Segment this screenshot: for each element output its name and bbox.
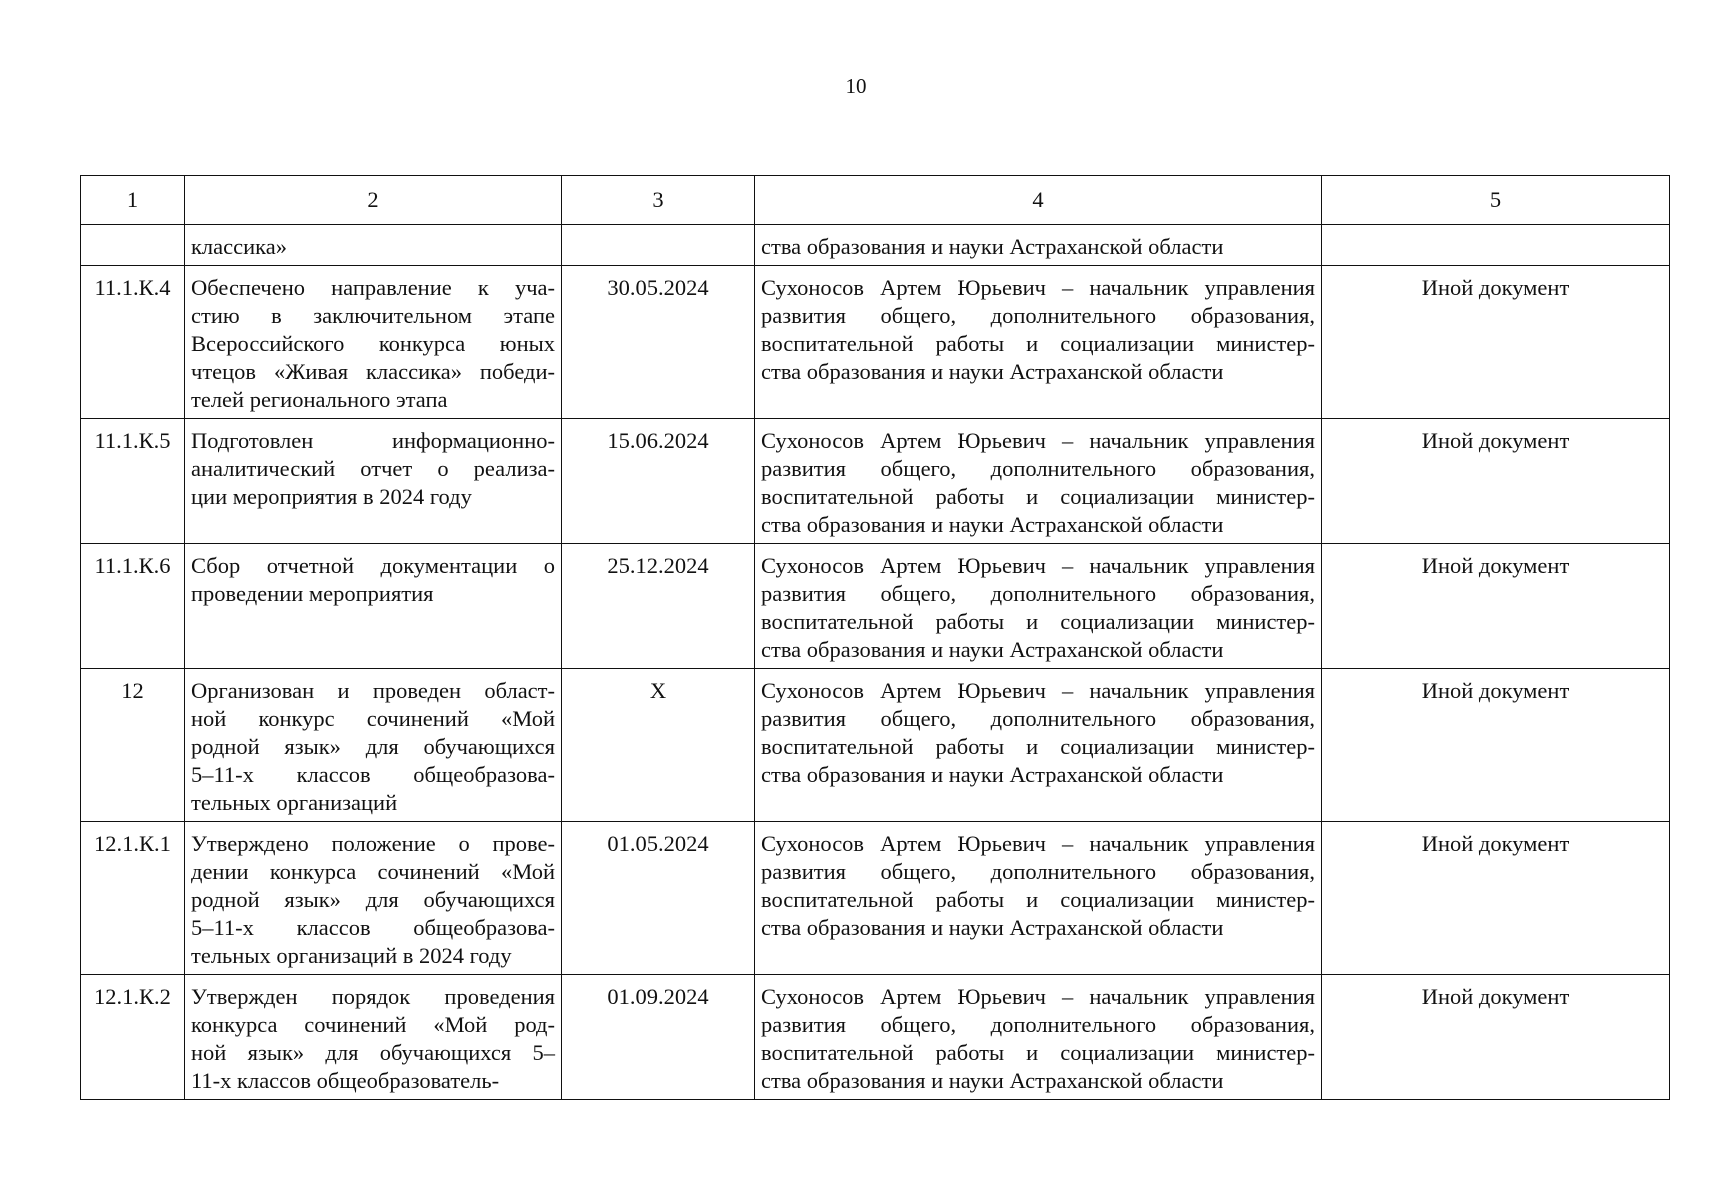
description-line: Сбор отчетной документации о	[191, 553, 555, 578]
row-description-cell	[185, 419, 562, 544]
row-number-cell: 11.1.К.4	[81, 266, 185, 419]
row-number-cell: 11.1.К.6	[81, 544, 185, 669]
responsible-line: ства образования и науки Астраханской области	[761, 234, 1224, 259]
row-description-cell	[185, 225, 562, 266]
row-date-cell: 01.09.2024	[562, 975, 755, 1100]
header-cell-3: 3	[562, 176, 755, 225]
responsible-line: развития общего, дополнительного образования,	[761, 706, 1315, 731]
table-row	[81, 822, 1670, 975]
responsible-line: ства образования и науки Астраханской области	[761, 1068, 1224, 1093]
row-number-cell: 12.1.К.1	[81, 822, 185, 975]
responsible-line: воспитательной работы и социализации министер-	[761, 609, 1315, 634]
responsible-line: Сухоносов Артем Юрьевич – начальник управления	[761, 831, 1315, 856]
table-row	[81, 975, 1670, 1100]
responsible-line: ства образования и науки Астраханской области	[761, 512, 1224, 537]
row-responsible-cell	[755, 669, 1322, 822]
table-row	[81, 225, 1670, 266]
description-line: чтецов «Живая классика» победи-	[191, 359, 555, 384]
description-line: стию в заключительном этапе	[191, 303, 555, 328]
header-cell-5: 5	[1322, 176, 1670, 225]
row-date-cell: 15.06.2024	[562, 419, 755, 544]
table-body	[81, 176, 1670, 1100]
row-description-cell	[185, 544, 562, 669]
row-description-cell	[185, 822, 562, 975]
description-line: Организован и проведен област-	[191, 678, 555, 703]
row-responsible-cell	[755, 822, 1322, 975]
responsible-line: развития общего, дополнительного образования,	[761, 456, 1315, 481]
description-line: родной язык» для обучающихся	[191, 734, 555, 759]
responsible-line: ства образования и науки Астраханской области	[761, 359, 1224, 384]
row-responsible-cell	[755, 266, 1322, 419]
description-line: Утверждено положение о прове-	[191, 831, 555, 856]
description-line: 5–11-х классов общеобразова-	[191, 915, 555, 940]
row-number-cell: 12	[81, 669, 185, 822]
row-date-cell: 01.05.2024	[562, 822, 755, 975]
plan-table	[80, 175, 1670, 1100]
row-description-cell	[185, 266, 562, 419]
description-line: ной конкурс сочинений «Мой	[191, 706, 555, 731]
row-document-type-cell: Иной документ	[1322, 822, 1670, 975]
table-row	[81, 669, 1670, 822]
responsible-line: воспитательной работы и социализации министер-	[761, 484, 1315, 509]
row-number-cell	[81, 225, 185, 266]
responsible-line: Сухоносов Артем Юрьевич – начальник управления	[761, 428, 1315, 453]
description-line: классика»	[191, 234, 287, 259]
description-line: ции мероприятия в 2024 году	[191, 484, 472, 509]
responsible-line: воспитательной работы и социализации министер-	[761, 887, 1315, 912]
row-responsible-cell	[755, 975, 1322, 1100]
description-line: тельных организаций в 2024 году	[191, 943, 512, 968]
table-header-row	[81, 176, 1670, 225]
row-document-type-cell: Иной документ	[1322, 544, 1670, 669]
header-cell-4: 4	[755, 176, 1322, 225]
row-date-cell	[562, 225, 755, 266]
responsible-line: воспитательной работы и социализации министер-	[761, 1040, 1315, 1065]
responsible-line: воспитательной работы и социализации министер-	[761, 331, 1315, 356]
row-number-cell: 12.1.К.2	[81, 975, 185, 1100]
description-line: родной язык» для обучающихся	[191, 887, 555, 912]
table-row	[81, 419, 1670, 544]
row-date-cell: X	[562, 669, 755, 822]
row-date-cell: 30.05.2024	[562, 266, 755, 419]
description-line: 11-х классов общеобразователь-	[191, 1068, 500, 1093]
description-line: 5–11-х классов общеобразова-	[191, 762, 555, 787]
page-number: 10	[845, 74, 867, 98]
description-line: телей регионального этапа	[191, 387, 448, 412]
description-line: аналитический отчет о реализа-	[191, 456, 555, 481]
responsible-line: развития общего, дополнительного образования,	[761, 303, 1315, 328]
row-responsible-cell	[755, 544, 1322, 669]
responsible-line: развития общего, дополнительного образования,	[761, 859, 1315, 884]
row-number-cell: 11.1.К.5	[81, 419, 185, 544]
header-cell-1: 1	[81, 176, 185, 225]
responsible-line: Сухоносов Артем Юрьевич – начальник управления	[761, 678, 1315, 703]
description-line: тельных организаций	[191, 790, 398, 815]
row-document-type-cell: Иной документ	[1322, 669, 1670, 822]
description-line: ной язык» для обучающихся 5–	[191, 1040, 555, 1065]
description-line: Подготовлен информационно-	[191, 428, 555, 453]
description-line: Обеспечено направление к уча-	[191, 275, 555, 300]
table-row	[81, 266, 1670, 419]
table-row	[81, 544, 1670, 669]
description-line: Всероссийского конкурса юных	[191, 331, 555, 356]
responsible-line: ства образования и науки Астраханской области	[761, 762, 1224, 787]
row-document-type-cell	[1322, 225, 1670, 266]
row-date-cell: 25.12.2024	[562, 544, 755, 669]
description-line: конкурса сочинений «Мой род-	[191, 1012, 555, 1037]
responsible-line: воспитательной работы и социализации министер-	[761, 734, 1315, 759]
row-document-type-cell: Иной документ	[1322, 419, 1670, 544]
row-description-cell	[185, 669, 562, 822]
description-line: Утвержден порядок проведения	[191, 984, 555, 1009]
description-line: дении конкурса сочинений «Мой	[191, 859, 555, 884]
row-responsible-cell	[755, 419, 1322, 544]
row-responsible-cell	[755, 225, 1322, 266]
responsible-line: развития общего, дополнительного образования,	[761, 1012, 1315, 1037]
responsible-line: Сухоносов Артем Юрьевич – начальник управления	[761, 984, 1315, 1009]
responsible-line: ства образования и науки Астраханской области	[761, 915, 1224, 940]
responsible-line: развития общего, дополнительного образования,	[761, 581, 1315, 606]
header-cell-2: 2	[185, 176, 562, 225]
responsible-line: Сухоносов Артем Юрьевич – начальник управления	[761, 275, 1315, 300]
responsible-line: Сухоносов Артем Юрьевич – начальник управления	[761, 553, 1315, 578]
row-document-type-cell: Иной документ	[1322, 975, 1670, 1100]
responsible-line: ства образования и науки Астраханской области	[761, 637, 1224, 662]
row-document-type-cell: Иной документ	[1322, 266, 1670, 419]
description-line: проведении мероприятия	[191, 581, 434, 606]
row-description-cell	[185, 975, 562, 1100]
